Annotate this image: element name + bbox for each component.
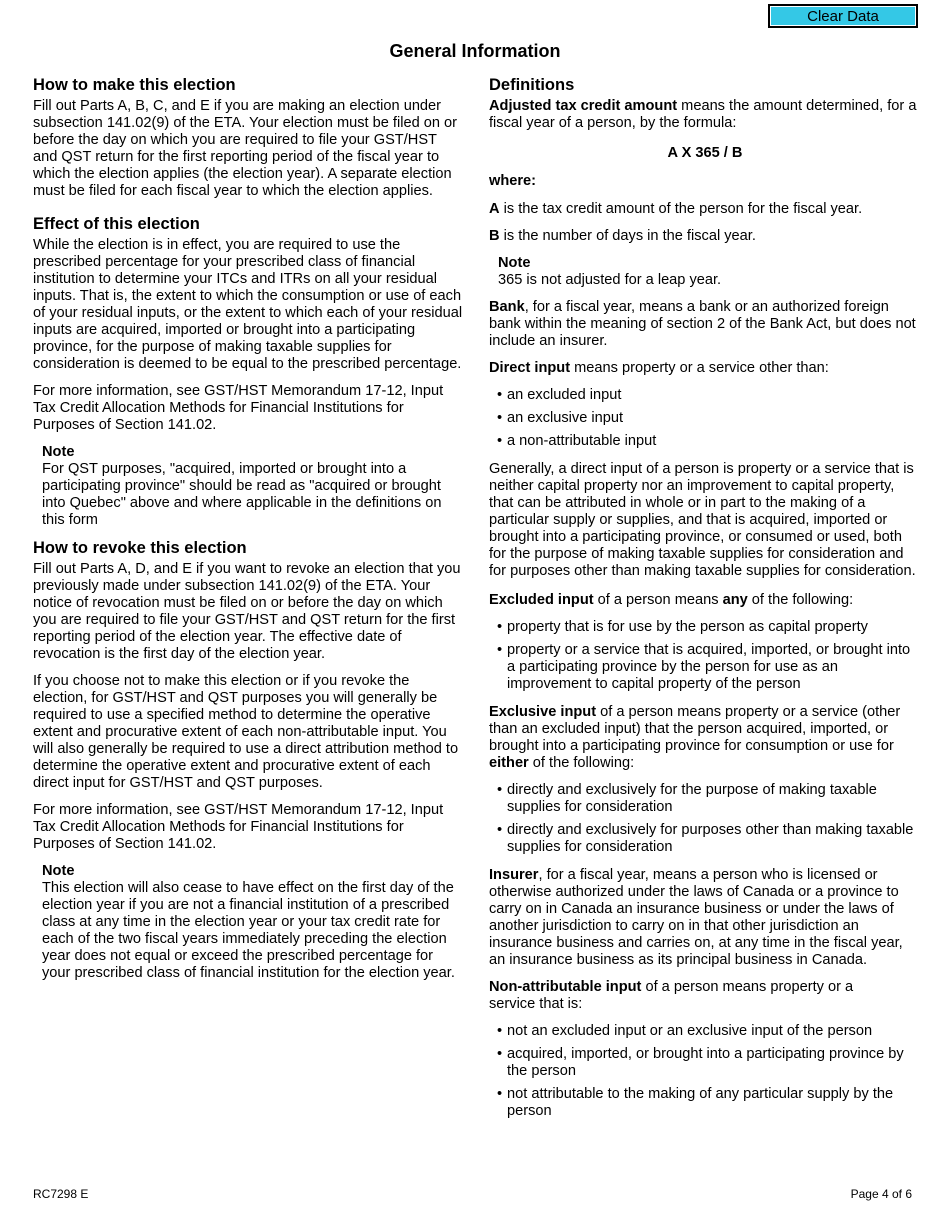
definition-text: means property or a service other than: [570,360,829,376]
formula: A X 365 / B [667,145,743,161]
paragraph: While the election is in effect, you are required to use the prescribed percentage for your prescribed class of financial institution to determine your ITCs and ITRs on all your residual inputs. That is, the extent to which the consumption or use of each of your residual inputs, or the extent to which each of your residual inputs are acquired, imported or brought into a participating province, for the purpose of making taxable supplies for consideration is deemed to be equal to the prescribed percentage. [33,237,463,372]
paragraph: For more information, see GST/HST Memorandum 17-12, Input Tax Credit Allocation Methods for Financial Institutions for Purposes of Section 141.02. [33,802,444,852]
note-title: Note [42,444,75,460]
paragraph: If you choose not to make this election or if you revoke the election, for GST/HST and QST purposes you will generally be required to use a specified method to determine the operative extent and procurative extent of each non-attributable input. You will also generally be required to use a direct attribution method to determine the operative extent and procurative extent of each direct input for GST/HST and QST purposes. [33,673,459,791]
var-text: is the number of days in the fiscal year. [499,228,756,244]
list-item: • property that is for use by the person as capital property [489,619,921,636]
definition-direct-input [489,360,921,377]
list-item: • a non-attributable input [489,433,921,450]
term: Insurer [489,867,539,883]
non-attributable-input-list [489,1023,921,1120]
heading-effect-election: Effect of this election [33,215,200,233]
definition-insurer [489,867,921,969]
heading-make-election: How to make this election [33,76,236,94]
paragraph: For more information, see GST/HST Memorandum 17-12, Input Tax Credit Allocation Methods for Financial Institutions for Purposes of Section 141.02. [33,383,444,433]
definition-non-attributable-input [489,979,869,1013]
definition-text: of a person means property or a service (other than an excluded input) that the person acquired, imported, or brought into a participating province for consumption or use for [489,704,901,754]
note-title: Note [498,255,531,271]
list-item: • directly and exclusively for purposes other than making taxable supplies for consideration [489,822,921,856]
form-code: RC7298 E [33,1187,89,1201]
term: Adjusted tax credit amount [489,98,678,114]
page-title: General Information [389,41,561,61]
definition-text: of the following: [528,755,635,771]
emphasis: either [489,755,529,771]
list-item: • acquired, imported, or brought into a participating province by the person [489,1046,921,1080]
paragraph: Generally, a direct input of a person is property or a service that is neither capital property nor an improvement to capital property, that can be attributed in whole or in part to the making of a particular supply or supplies, and that is acquired, imported or brought into a participating province, or consumed or used, both for the purpose of making taxable supplies for consideration and for purposes other than making taxable supplies for consideration. [489,461,916,579]
excluded-input-list [489,619,921,693]
note-title: Note [42,863,75,879]
definition-adjusted-tax-credit [489,98,921,132]
heading-revoke-election: How to revoke this election [33,539,247,557]
heading-definitions: Definitions [489,76,575,94]
direct-input-list [489,387,921,450]
term: Bank [489,299,525,315]
term: Non-attributable input [489,979,642,995]
var-label: A [489,201,500,217]
definition-text: of the following: [747,592,854,608]
section-effect-election [33,214,465,529]
page-number: Page 4 of 6 [850,1187,912,1201]
term: Exclusive input [489,704,597,720]
note-box [498,255,921,289]
right-column [489,75,921,1131]
note-text: 365 is not adjusted for a leap year. [498,272,722,288]
list-item: • directly and exclusively for the purpose of making taxable supplies for consideration [489,782,921,816]
formula-var-a [489,201,921,218]
definition-exclusive-input [489,704,921,772]
left-column [33,75,465,991]
list-item: • not an excluded input or an exclusive input of the person [489,1023,921,1040]
paragraph: Fill out Parts A, D, and E if you want to revoke an election that you previously made under subsection 141.02(9) of the ETA. Your notice of revocation must be filed on or before the day on which you are required to file your GST/HST and QST return for the first reporting period of the election year. The effective date of revocation is the first day of the election year. [33,561,461,662]
list-item: • an excluded input [489,387,921,404]
section-make-election [33,75,465,200]
note-text: For QST purposes, "acquired, imported or brought into a participating province" should be read as "acquired or brought into Quebec" above and where applicable in the definitions on this form [42,461,442,528]
definition-text: , for a fiscal year, means a person who is licensed or otherwise authorized under the laws of Canada or a province to carry on in Canada an insurance business or under the laws of another jurisdiction to carry on in that other jurisdiction an insurance business and carries on, at any time in the fiscal year, an insurance business as its principal business in Canada. [489,867,903,968]
definition-bank [489,299,921,350]
emphasis: any [722,592,748,608]
section-revoke-election [33,538,465,982]
definition-text: means the amount determined, for a fiscal year of a person, by the formula: [489,98,917,131]
var-text: is the tax credit amount of the person for the fiscal year. [499,201,863,217]
paragraph: Fill out Parts A, B, C, and E if you are making an election under subsection 141.02(9) of the ETA. Your election must be filed on or before the day on which you are required to file your GST/HST and QST return for the first reporting period of the fiscal year to which the election applies (the election year). A separate election must be filed for each fiscal year to which the election applies. [33,98,458,199]
definition-text: , for a fiscal year, means a bank or an authorized foreign bank within the meaning of section 2 of the Bank Act, but does not include an insurer. [489,299,916,349]
var-label: B [489,228,500,244]
list-item: • an exclusive input [489,410,921,427]
term: Excluded input [489,592,594,608]
term: Direct input [489,360,571,376]
formula-var-b [489,228,921,245]
clear-data-button[interactable]: Clear Data [768,4,918,28]
definition-text: of a person means [593,592,723,608]
where-label: where: [489,173,537,189]
list-item: • not attributable to the making of any particular supply by the person [489,1086,921,1120]
exclusive-input-list [489,782,921,856]
definition-text: of a person means property or a service that is: [489,979,854,1012]
list-item: • property or a service that is acquired, imported, or brought into a participating province by the person for use as an improvement to capital property of the person [489,642,921,693]
note-text: This election will also cease to have effect on the first day of the election year if you are not a financial institution of a prescribed class at any time in the election year or your tax credit rate for each of the two fiscal years immediately preceding the election year does not equal or exceed the prescribed percentage for your prescribed class of financial institution for the election year. [42,880,455,981]
note-box [42,444,465,529]
definition-excluded-input [489,592,921,609]
note-box [42,863,465,982]
